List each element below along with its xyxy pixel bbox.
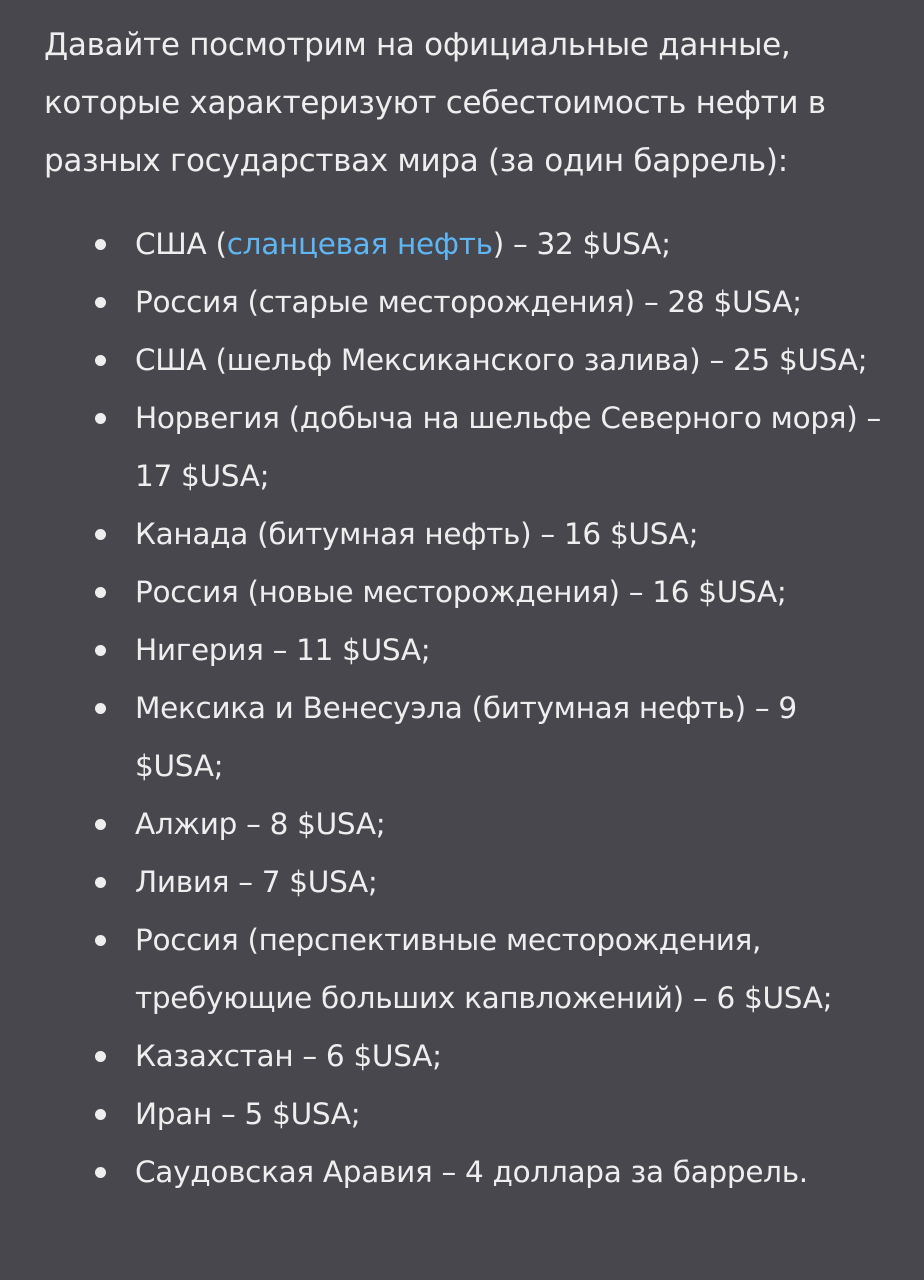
bullet-icon: [95, 297, 106, 308]
bullet-icon: [95, 935, 106, 946]
list-item-text: Иран – 5 $USA;: [135, 1097, 361, 1131]
list-item-text: Саудовская Аравия – 4 доллара за баррель.: [135, 1155, 808, 1189]
list-item-text: ) – 32 $USA;: [492, 227, 671, 261]
list-item: [135, 679, 884, 795]
list-item: [135, 1143, 884, 1201]
intro-paragraph: Давайте посмотрим на официальные данные, которые характеризуют себестоимость нефти в разных государствах мира (за один баррель):: [44, 27, 826, 179]
list-item: [135, 273, 884, 331]
bullet-icon: [95, 587, 106, 598]
list-item: [135, 911, 884, 1027]
list-item-text: Россия (старые месторождения) – 28 $USA;: [135, 285, 802, 319]
list-item: [135, 1027, 884, 1085]
list-item-text: Нигерия – 11 $USA;: [135, 633, 431, 667]
bullet-icon: [95, 877, 106, 888]
bullet-icon: [95, 239, 106, 250]
bullet-icon: [95, 819, 106, 830]
list-item-usa-shale: [135, 215, 884, 273]
list-item: [135, 1085, 884, 1143]
bullet-icon: [95, 413, 106, 424]
shale-oil-link[interactable]: сланцевая нефть: [226, 227, 493, 261]
bullet-icon: [95, 529, 106, 540]
list-item: [135, 563, 884, 621]
list-item-text: Россия (новые месторождения) – 16 $USA;: [135, 575, 787, 609]
list-item-text: США (шельф Мексиканского залива) – 25 $USA;: [135, 343, 868, 377]
oil-cost-list: [44, 215, 884, 1201]
list-item-text: Ливия – 7 $USA;: [135, 865, 378, 899]
bullet-icon: [95, 703, 106, 714]
bullet-icon: [95, 645, 106, 656]
list-item-text: Норвегия (добыча на шельфе Северного моря) – 17 $USA;: [135, 401, 881, 493]
list-item: [135, 795, 884, 853]
list-item-text: Алжир – 8 $USA;: [135, 807, 386, 841]
list-item: [135, 389, 884, 505]
list-item: [135, 853, 884, 911]
list-item-text: Казахстан – 6 $USA;: [135, 1039, 442, 1073]
list-item-text: Мексика и Венесуэла (битумная нефть) – 9 $USA;: [135, 691, 797, 783]
list-item-text: США (: [135, 227, 227, 261]
bullet-icon: [95, 1051, 106, 1062]
list-item: [135, 505, 884, 563]
list-item-text: Канада (битумная нефть) – 16 $USA;: [135, 517, 699, 551]
bullet-icon: [95, 355, 106, 366]
list-item: [135, 331, 884, 389]
bullet-icon: [95, 1167, 106, 1178]
bullet-icon: [95, 1109, 106, 1120]
list-item-text: Россия (перспективные месторождения, требующие больших капвложений) – 6 $USA;: [135, 923, 833, 1015]
list-item: [135, 621, 884, 679]
